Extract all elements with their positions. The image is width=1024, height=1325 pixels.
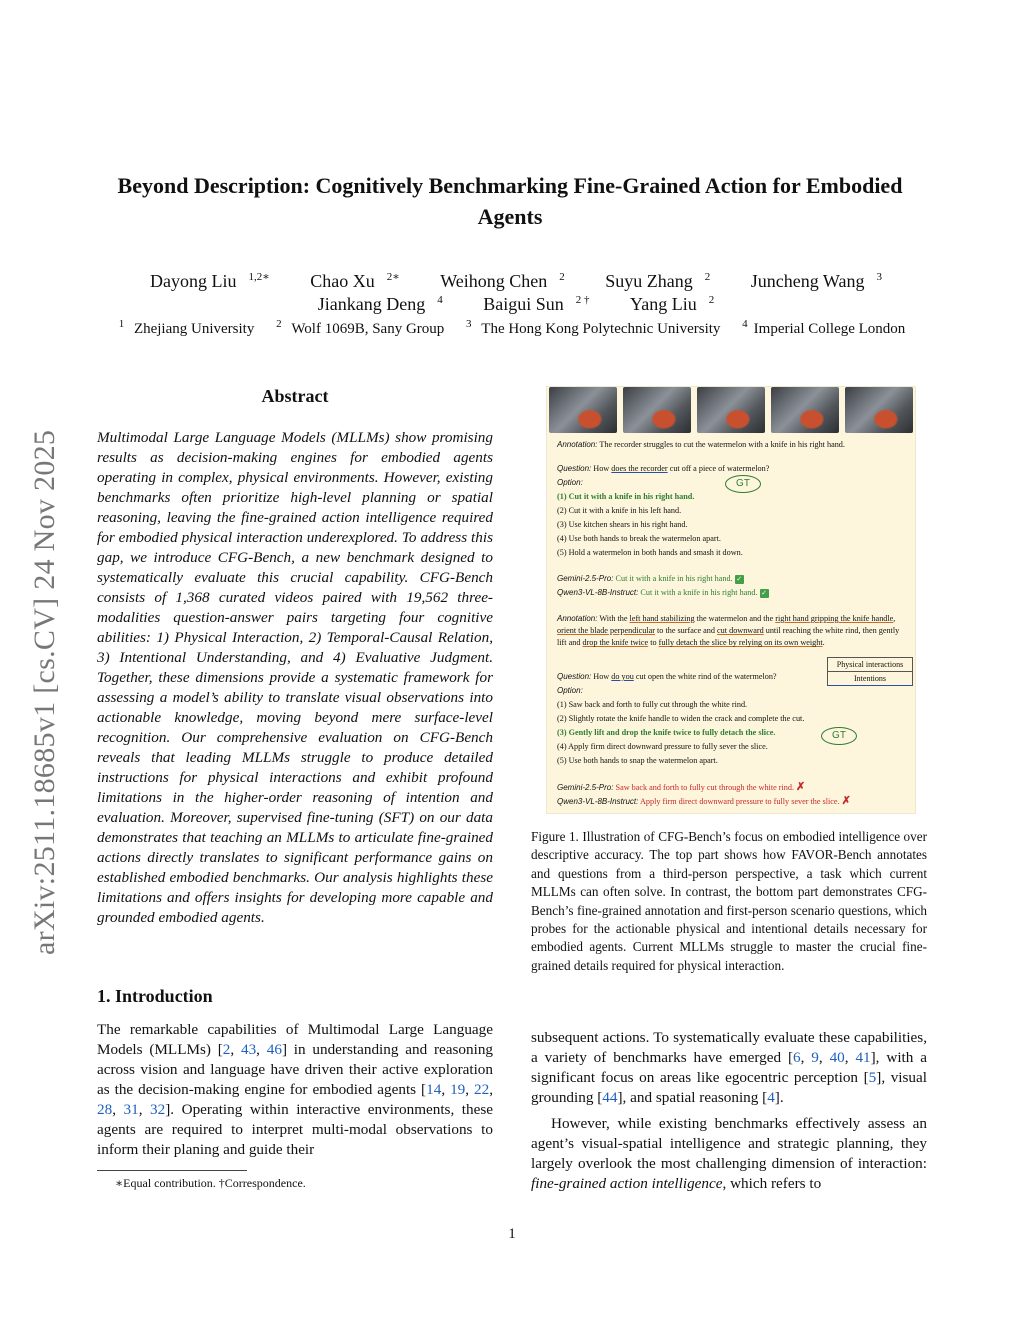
question-2: Question: How do you cut open the white rind of the watermelon? xyxy=(557,672,777,681)
affiliations: $^1$ Zhejiang University $^2$ Wolf 1069B, Sany Group $^3$ The Hong Kong Polytechnic University $^4$ Imperial College London xyxy=(118,318,906,337)
cross-icon: ✗ xyxy=(841,795,851,807)
citation-link[interactable]: 9 xyxy=(811,1049,819,1066)
author: Weihong Chen $^2$ xyxy=(440,271,565,291)
right-column-text: subsequent actions. To systematically evaluate these capabilities, a variety of benchmarks have emerged [6, 9, 40, 41], with a significant focus on areas like egocentric perception [5], visual grounding [44], and spatial reasoning [4]. However, while existing benchmarks effectively assess an agent’s visual-spatial intelligence and strategic planning, they largely overlook the most challenging dimension of interaction: fine-grained action intelligence, which refers to xyxy=(531,1029,927,1192)
option-gt: (1) Cut it with a knife in his right hand. xyxy=(557,492,695,501)
citation-link[interactable]: 14 xyxy=(426,1081,442,1098)
author: Suyu Zhang $^2$ xyxy=(605,271,711,291)
model-answer-gemini-2: Gemini-2.5-Pro: Saw back and forth to fully cut through the white rind. ✗ xyxy=(557,781,806,793)
footnote: ∗Equal contribution. †Correspondence. xyxy=(115,1176,306,1190)
video-frame xyxy=(845,387,913,433)
section-heading-introduction: 1. Introduction xyxy=(97,986,213,1006)
authors-row-1 xyxy=(110,270,910,292)
option-gt: (3) Gently lift and drop the knife twice to fully detach the slice. xyxy=(557,728,776,737)
question-1: Question: How does the recorder cut off a piece of watermelon? xyxy=(557,464,770,473)
citation-link[interactable]: 32 xyxy=(150,1101,166,1118)
annotation-1: Annotation: The recorder struggles to cut the watermelon with a knife in his right hand. xyxy=(557,440,845,449)
abstract-heading: Abstract xyxy=(261,386,329,406)
citation-link[interactable]: 40 xyxy=(829,1049,845,1066)
option: (4) Apply firm direct downward pressure to fully sever the slice. xyxy=(557,742,768,751)
gt-bubble: GT xyxy=(725,475,761,493)
option: (2) Slightly rotate the knife handle to widen the crack and complete the cut. xyxy=(557,714,805,723)
check-icon: ✓ xyxy=(736,575,743,583)
citation-link[interactable]: 28 xyxy=(97,1101,113,1118)
citation-link[interactable]: 31 xyxy=(123,1101,139,1118)
figure-caption: Figure 1. Illustration of CFG-Bench’s focus on embodied intelligence over descriptive accuracy. The top part shows how FAVOR-Bench annotates and questions from a third-person perspective, a task which current MLLMs can often solve. In contrast, the bottom part demonstrates CFG-Bench’s fine-grained annotation and first-person scenario questions, which probes for the actionable physical and intentional details necessary for embodied agents. Current MLLMs struggle to master the crucial fine-grained details required for physical interaction. xyxy=(531,829,927,973)
video-frame xyxy=(697,387,765,433)
author: Jiankang Deng $^4$ xyxy=(317,294,443,314)
legend-physical-interactions: Physical interactions xyxy=(827,657,913,672)
author: Dayong Liu $^{1,2∗}$ xyxy=(150,271,270,291)
model-answer-gemini-1: Gemini-2.5-Pro: Cut it with a knife in his right hand. ✓ xyxy=(557,574,743,583)
cross-icon: ✗ xyxy=(796,781,806,793)
option: (2) Cut it with a knife in his left hand. xyxy=(557,506,682,515)
author: Chao Xu $^{2∗}$ xyxy=(310,271,400,291)
option: (4) Use both hands to break the watermelon apart. xyxy=(557,534,721,543)
citation-link[interactable]: 44 xyxy=(602,1089,618,1106)
model-answer-qwen-1: Qwen3-VL-8B-Instruct: Cut it with a knife in his right hand. ✓ xyxy=(557,588,767,597)
citation-link[interactable]: 22 xyxy=(474,1081,490,1098)
author: Juncheng Wang $^3$ xyxy=(750,271,882,291)
arxiv-identifier: arXiv:2511.18685v1 [cs.CV] 24 Nov 2025 xyxy=(28,429,61,955)
option: (5) Hold a watermelon in both hands and smash it down. xyxy=(557,548,743,557)
citation-link[interactable]: 6 xyxy=(793,1049,801,1066)
footnote-divider xyxy=(97,1170,247,1171)
legend-intentions: Intentions xyxy=(827,671,913,686)
citation-link[interactable]: 46 xyxy=(266,1041,282,1058)
author: Yang Liu $^2$ xyxy=(630,294,715,314)
citation-link[interactable]: 43 xyxy=(240,1041,257,1058)
gt-bubble: GT xyxy=(821,727,857,745)
option-label: Option: xyxy=(557,478,583,487)
option-label: Option: xyxy=(557,686,583,695)
authors-row-2 xyxy=(110,294,910,315)
paper-title: Beyond Description: Cognitively Benchmarking Fine-Grained Action for Embodied Agents xyxy=(117,173,903,229)
citation-link[interactable]: 5 xyxy=(868,1069,877,1086)
annotation-2: Annotation: With the left hand stabilizing the watermelon and the right hand gripping the knife handle, orient the blade perpendicular to the surface and cut downward until reaching the white rind, then gently lift and drop the knife twice to fully detach the slice by relying on its own weight. xyxy=(557,614,900,648)
citation-link[interactable]: 2 xyxy=(222,1041,231,1058)
abstract-text: Multimodal Large Language Models (MLLMs) show promising results as decision-making engines for embodied agents operating in complex, physical environments. However, existing benchmarks often prioritize high-level planning or spatial reasoning, leaving the fine-grained action intelligence required for embodied physical interaction underexplored. To address this gap, we introduce CFG-Bench, a new benchmark designed to systematically evaluate this crucial capability. CFG-Bench consists of 1,368 curated videos paired with 19,562 three-modalities question-answer pairs targeting four cognitive abilities: 1) Physical Interaction, 2) Temporal-Causal Relation, 3) Intentional Understanding, and 4) Evaluative Judgment. Together, these dimensions provide a systematic framework for assessing a model’s ability to translate visual observations into actionable knowledge, moving beyond mere surface-level recognition. Our comprehensive evaluation on CFG-Bench reveals that leading MLLMs struggle to produce detailed instructions for physical interactions and exhibit profound limitations in the higher-order reasoning of intention and evaluation. Moreover, supervised fine-tuning (SFT) on our data demonstrates that teaching an MLLMs to articulate fine-grained actions directly translates to significant performance gains on established embodied benchmarks. Our analysis highlights these limitations and offers insights for developing more capable and grounded embodied agents. xyxy=(97,429,493,926)
video-frame xyxy=(623,387,691,433)
option: (5) Use both hands to snap the watermelon apart. xyxy=(557,756,718,765)
introduction-text: The remarkable capabilities of Multimodal Large Language Models (MLLMs) [2, 43, 46] in understanding and reasoning across vision and language have driven their active exploration as the decision-making engine for embodied agents [14, 19, 22, 28, 31, 32]. Operating within interactive environments, these agents are required to interpret multi-modal observations to inform their planing and guide their xyxy=(97,1021,494,1158)
video-frames xyxy=(549,387,913,435)
video-frame xyxy=(771,387,839,433)
page-number: 1 xyxy=(508,1226,516,1242)
figure-1 xyxy=(546,386,916,814)
check-icon: ✓ xyxy=(761,589,767,597)
citation-link[interactable]: 19 xyxy=(450,1081,466,1098)
model-answer-qwen-2: Qwen3-VL-8B-Instruct: Apply firm direct downward pressure to fully sever the slice. ✗ xyxy=(557,795,851,807)
option: (1) Saw back and forth to fully cut through the white rind. xyxy=(557,700,748,709)
option: (3) Use kitchen shears in his right hand. xyxy=(557,520,688,529)
citation-link[interactable]: 4 xyxy=(767,1089,775,1106)
video-frame xyxy=(549,387,617,433)
author: Baigui Sun $^{2 \dagger}$ xyxy=(483,294,590,314)
citation-link[interactable]: 41 xyxy=(855,1049,871,1066)
